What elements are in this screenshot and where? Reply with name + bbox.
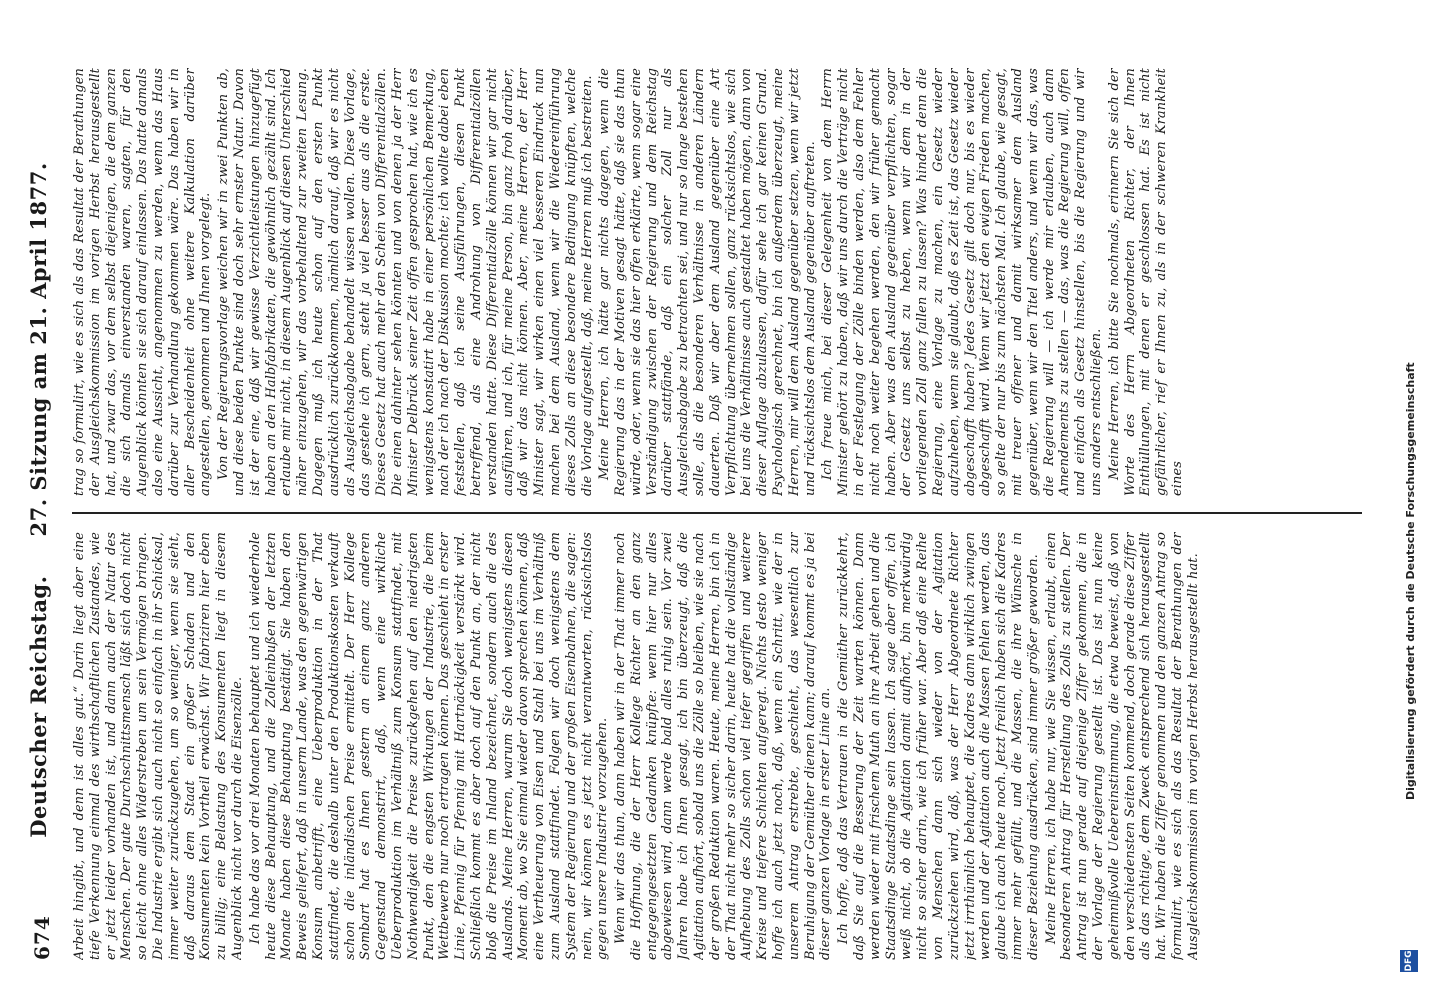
text-column-left <box>72 532 1362 960</box>
publication-title: Deutscher Reichstag. <box>26 575 51 838</box>
paragraph: Arbeit hingibt, und denn ist alles gut.“ Darin liegt aber eine tiefe Verkennung einmal des wirthschaftlichen Zustandes, wie er jetzt leider vorhanden ist, und dann auch der Natur des Menschen. Der gute Durchschnittsmensch läßt sich doch nicht so leicht ohne alles Widerstreben um sein Vermögen bringen. Die Industrie ergibt sich auch nicht so einfach in ihr Schicksal, immer weiter zurückzugehen, um so weniger, wenn sie sieht, daß daraus dem Staat ein großer Schaden und den Konsumenten kein Vortheil erwächst. Wir fabriziren hier eben zu billig; eine Belastung des Konsumenten liegt in diesem Augenblick nicht vor durch die Eisenzölle. <box>72 532 245 960</box>
paragraph: Meine Herren, ich hätte gar nichts dagegen, wenn die Regierung das in der Motiven gesagt hätte, daß sie das thun würde, oder, wenn sie das hier offen erklärte, wenn sogar eine Verständigung zwischen der Regierung und dem Reichstag darüber stattfände, daß ein solcher Zoll nur als Ausgleichsabgabe zu betrachten sei, und nur so lange bestehen solle, als die besonderen Verhältnisse in anderen Ländern dauerten. Daß wir aber dem Ausland gegenüber eine Art Verpflichtung übernehmen sollen, ganz rücksichtslos, wie sich bei uns die Verhältnisse auch gestaltet haben mögen, dann von dieser Auflage abzulassen, dafür sehe ich gar keinen Grund. Psychologisch gerechnet, bin ich außerdem überzeugt, meine Herren, mir will dem Ausland gegenüber setzen, wenn wir jetzt und rücksichtslos dem Ausland gegenüber auftreten. <box>597 68 818 496</box>
column-divider <box>72 512 1362 514</box>
page-header <box>26 40 60 960</box>
paragraph: Von der Regierungsvorlage weichen wir in zwei Punkten ab, und diese beiden Punkte sind doch sehr ernster Natur. Davon ist der eine, daß wir gewisse Verzichtleistungen hinzugefügt haben an den Halbfabrikaten, die gewöhnlich gezählt sind. Ich erlaube mir nicht, in diesem Augenblick auf diesen Unterschied näher einzugehen, wir das vorbehaltend zur zweiten Lesung. Dagegen muß ich heute schon auf den ersten Punkt ausdrücklich zurückkommen, nämlich darauf, daß wir es nicht als Ausgleichsabgabe behandelt wissen wollen. Diese Vorlage, das gestehe ich gern, steht ja viel besser aus als die erste. Dieses Gesetz hat auch mehr den Schein von Differentialzöllen. Die einen dahinter sehen könnten und von denen ja der Herr Minister Delbrück seiner Zeit offen gesprochen hat, wie ich es wenigstens konstatirt habe in einer persönlichen Bemerkung, nach der ich nach der Diskussion mochte; ich wollte dabei eben feststellen, daß ich seine Ausführungen, diesen Punkt betreffend, als eine Androhung von Differentialzöllen verstanden hatte. Diese Differentialzölle können wir gar nicht ausführen, und ich, für meine Person, bin ganz froh darüber, daß wir das nicht können. Aber, meine Herren, der Herr Minister sagt, wir wirken einen viel besseren Eindruck nun machen bei dem Ausland, wenn wir die Wiedereinführung dieses Zolls an diese besondere Bedingung knüpften, welche die Vorlage aufgestellt, daß, meine Herren muß ich bestreiten. <box>216 68 595 496</box>
paragraph: trag so formulirt, wie es sich als das Resultat der Berathungen der Ausgleichskommission im vorigen Herbst herausgestellt hat, und zwar das, vor dem selbst diejenigen, die dem ganzen die sich damals einverstanden waren, sagten, für den Augenblick könnten sie sich darauf einlassen. Das hatte damals also eine Aussicht, angenommen zu werden, wenn das Haus darüber zur Verhandlung gekommen wäre. Das haben wir in aller Bescheidenheit ohne weitere Kalkulation darüber angestellen, genommen und Ihnen vorgelegt. <box>72 68 214 496</box>
running-title <box>26 40 51 960</box>
session-title: 27. Sitzung am 21. April 1877. <box>26 162 51 537</box>
paragraph: Meine Herren, ich bitte Sie nochmals, erinnern Sie sich der Worte des Herrn Abgeordneten Richter, der Ihnen Enthüllungen, mit denen er geschlossen hat. Es ist nicht gefährlicher, rief er Ihnen zu, als in der schweren Krankheit eines <box>1106 68 1185 496</box>
paragraph: Meine Herren, ich habe nur, wie Sie wissen, erlaubt, einen besonderen Antrag für Herstellung des Zolls zu stellen. Der Antrag ist nun gerade auf diejenige Ziffer gekommen, die in der Vorlage der Regierung gestellt ist. Das ist nun keine geheimnißvolle Uebereinstimmung, die etwa beweist, daß von den verschiedensten Seiten kommend, doch gerade diese Ziffer als das richtige, dem Zweck entsprechend sich herausgestellt hat. Wir haben die Ziffer genommen und den ganzen Antrag so formulirt, wie es sich als das Resultat der Berathungen der Ausgleichskommission im vorigen Herbst herausgestellt hat. <box>1043 532 1201 960</box>
paragraph: Ich hoffe, daß das Vertrauen in die Gemüther zurückkehrt, daß Sie auf die Besserung der Zeit warten können. Dann werden wieder mit frischem Muth an ihre Arbeit gehen und die Staatsdinge Staatsdinge sein lassen. Ich sage aber offen, ich weiß nicht, ob die Agitation damit aufhört, bin merkwürdig nicht so sicher darin, wie ich früher war. Aber daß eine Reihe von Menschen dann sich wieder von der Agitation zurückziehen wird, daß, was der Herr Abgeordnete Richter jetzt irrthümlich behauptet, die Kadres dann wirklich zwingen werden und der Agitation auch die Massen fehlen werden, das glaube ich auch heute noch. Jetzt freilich haben sich die Kadres immer mehr gefüllt, und die Massen, die ihre Wünsche in dieser Beziehung ausdrücken, sind immer größer geworden. <box>836 532 1041 960</box>
paragraph: Ich habe das vor drei Monaten behauptet und ich wiederhole heute diese Behauptung, und die Zolleinbußen der letzten Monate haben diese Behauptung bestätigt. Sie haben den Beweis geliefert, daß in unserm Lande, was den gegenwärtigen Konsum anbetrifft, eine Ueberproduktion in der That stattfindet, die deshalb unter den Produktionskosten verkauft schon die inländischen Preise ermittelt. Der Herr Kollege Sombart hat es Ihnen gestern an einem ganz anderen Gegenstand demonstrirt, daß, wenn eine wirkliche Ueberproduktion im Verhältniß zum Konsum stattfindet, mit Nothwendigkeit die Preise zurückgehen auf den niedrigsten Punkt, den die engsten Wirkungen der Industrie, die beim Wettbewerb nur noch ertragen können. Das geschieht in erster Linie, Pfennig für Pfennig mit Hartnäckigkeit verstärkt wird. Schließlich kommt es aber doch auf den Punkt an, der nicht bloß die Preise im Inland bezeichnet, sondern auch die des Auslands. Meine Herren, warum Sie doch wenigstens diesen Moment ab, wo Sie einmal wieder davon sprechen können, daß eine Vertheuerung von Eisen und Stahl bei uns im Verhältniß zum Ausland stattfindet. Folgen wir doch wenigstens dem System der Regierung und der großen Eisenbahnen, die sagen: nein, wir können es jetzt nicht verantworten, rücksichtslos gegen unsere Industrie vorzugehen. <box>247 532 611 960</box>
credit-text: Digitalisierung gefördert durch die Deutsche Forschungsgemeinschaft <box>1404 362 1417 800</box>
page-number: 674 <box>30 915 54 960</box>
dfg-logo: DFG <box>1400 950 1418 972</box>
digitization-credit <box>1396 20 1426 980</box>
paragraph: Ich freue mich, bei dieser Gelegenheit von dem Herrn Minister gehört zu haben, daß wir uns durch die Verträge nicht in der Festlegung der Zölle binden werden, also dem Fehler nicht noch weiter begehen werden, den wir früher gemacht haben. Aber was den Ausland gegenüber verpflichten, sogar der Gesetz uns selbst zu heben, wenn wir dem in der vorliegenden Zoll ganz fallen zu lassen? Was hindert denn die Regierung, eine Vorlage zu machen, ein Gesetz wieder aufzuheben, wenn sie glaubt, daß es Zeit ist, das Gesetz wieder abgeschafft haben? Jedes Gesetz gilt doch nur, bis es wieder abgeschafft wird. Wenn wir jetzt den ewigen Frieden machen, so gelte der nur bis zum nächsten Mal. Ich glaube, wie gesagt, mit treuer offener und damit wirksamer dem Ausland gegenüber, wenn wir den Titel anders, und wenn wir das, was die Regierung will — ich werde mir erlauben, auch dann Amendements zu stellen — das, was die Regierung will, offen und einfach als Gesetz hinstellen, bis die Regierung und wir uns anders entschließen. <box>820 68 1104 496</box>
paragraph: Wenn wir das thun, dann haben wir in der That immer noch die Hoffnung, die der Herr Kollege Richter an den ganz entgegengesetzten Gedanken knüpfte: wenn hier nur alles abgewiesen wird, dann werde bald alles ruhig sein. Vor zwei Jahren habe ich Ihnen gesagt, ich bin überzeugt, daß die Agitation aufhört, sobald uns die Zölle so bleiben, wie sie nach der großen Reduktion waren. Heute, meine Herren, bin ich in der That nicht mehr so sicher darin, heute hat die vollständige Aufhebung des Zolls schon viel tiefer gegriffen und weitere Kreise und tiefere Schichten aufgeregt. Nichts desto weniger hoffe ich auch jetzt noch, daß, wenn ein Schritt, wie der in unserem Antrag erstrebte, geschieht, das wesentlich zur Beruhigung der Gemüther dienen kann; darauf kommt es ja bei dieser ganzen Vorlage in erster Linie an. <box>613 532 834 960</box>
text-column-right <box>72 68 1362 496</box>
